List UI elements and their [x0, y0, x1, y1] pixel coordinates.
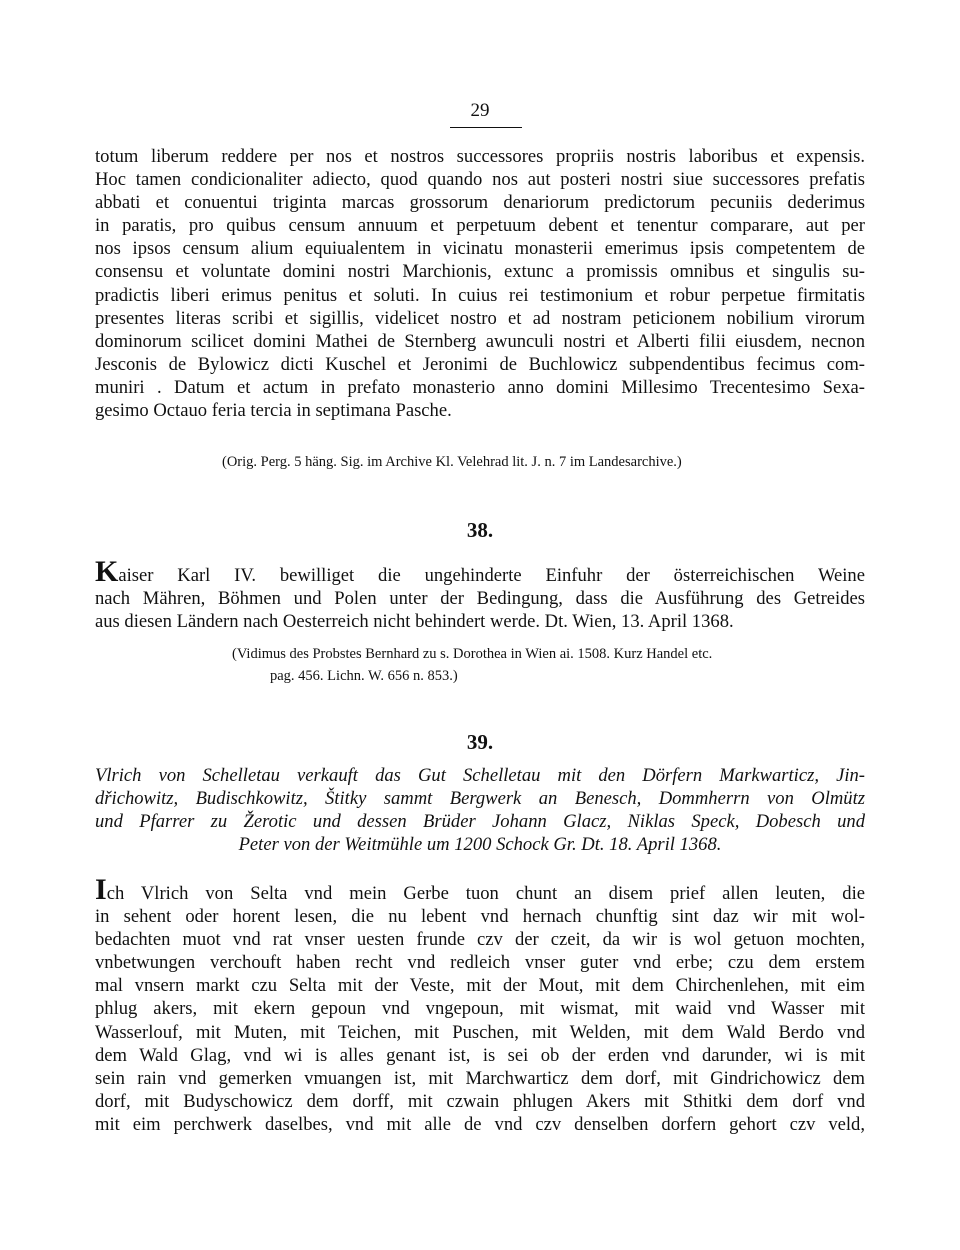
- text-line-body: ch Vlrich von Selta vnd mein Gerbe tuon chunt an disem prief allen leuten, die: [106, 883, 865, 904]
- text-line: in paratis, pro quibus censum annuum et perpetuum debent et tenentur comparare, aut per: [95, 215, 865, 237]
- text-line: in sehent oder horent lesen, die nu lebent vnd hernach chunftig sint daz wir mit wol-: [95, 906, 865, 928]
- text-line: aus diesen Ländern nach Oesterreich nicht behindert werde. Dt. Wien, 13. April 1368.: [95, 611, 734, 633]
- doc38-source-note-line2: pag. 456. Lichn. W. 656 n. 853.): [270, 668, 458, 684]
- doc37-source-note: (Orig. Perg. 5 häng. Sig. im Archive Kl. Velehrad lit. J. n. 7 im Landesarchive.): [222, 454, 682, 470]
- drop-initial: K: [95, 555, 119, 588]
- text-line: bedachten muot vnd rat vnser uesten frunde czv der czeit, da wir is wol getuon mochten,: [95, 929, 865, 951]
- doc38-regest: [95, 555, 865, 633]
- page-number: 29: [470, 100, 490, 121]
- text-line: dorf, mit Budyschowicz dem dorff, mit czwain phlugen Akers mit Sthitki dem dorf vnd: [95, 1090, 865, 1112]
- text-line: consensu et voluntate domini nostri Marchionis, extunc a promissis omnibus et singulis su-: [95, 261, 865, 283]
- doc39-regest: [95, 764, 865, 856]
- text-line: Peter von der Weitmühle um 1200 Schock Gr. Dt. 18. April 1368.: [238, 834, 722, 856]
- text-line: phlug akers, mit ekern gepoun vnd vngepoun, mit wismat, mit waid vnd Wasser mit: [95, 998, 865, 1020]
- text-line: und Pfarrer zu Žerotic und dessen Brüder Johann Glacz, Niklas Speck, Dobesch und: [95, 811, 865, 833]
- text-line: gesimo Octauo feria tercia in septimana Pasche.: [95, 400, 452, 422]
- doc38-source-note-line1: (Vidimus des Probstes Bernhard zu s. Dorothea in Wien ai. 1508. Kurz Handel etc.: [232, 646, 713, 662]
- page-number-rule: [450, 127, 522, 128]
- text-line: abbati et conuentui triginta marcas grossorum denariorum predictorum pecuniis dederimus: [95, 192, 865, 214]
- text-line: totum liberum reddere per nos et nostros successores propriis nostris laboribus et expensis.: [95, 146, 865, 167]
- text-line: Hoc tamen condicionaliter adiecto, quod quando nos aut posteri nostri siue successores prefatis: [95, 169, 865, 191]
- regest-line-text: aiser Karl IV. bewilliget die ungehinderte Einfuhr der österreichischen Weine: [118, 565, 865, 586]
- text-line: sein rain vnd gemerken vmuangen ist, mit Marchwarticz dem dorf, mit Gindrichowicz dem: [95, 1067, 865, 1089]
- text-line: dominorum scilicet domini Mathei de Sternberg awunculi nostri et Alberti filii eiusdem, necnon: [95, 330, 865, 352]
- text-line: Wasserlouf, mit Muten, mit Teichen, mit Puschen, mit Welden, mit dem Wald Berdo vnd: [95, 1021, 865, 1043]
- text-line: Vlrich von Schelletau verkauft das Gut Schelletau mit den Dörfern Markwarticz, Jin-: [95, 765, 865, 786]
- text-line: [95, 873, 865, 906]
- text-line: pradictis liberi erimus penitus et soluti. In cuius rei testimonium et robur perpetue firmitatis: [95, 284, 865, 306]
- text-line: nos ipsos censum alium equiualentem in vicinatu monasterii emerimus ipsis competentem de: [95, 238, 865, 260]
- text-line: [95, 555, 865, 588]
- text-line: muniri . Datum et actum in prefato monasterio anno domini Millesimo Trecentesimo Sexa-: [95, 376, 865, 398]
- text-line: dem Wald Glag, vnd wi is alles genant ist, is sei ob der erden vnd darunder, wi is mit: [95, 1044, 865, 1066]
- text-line: mal vnsern markt czu Selta mit der Veste, mit der Mout, mit dem Chirchenlehen, mit eim: [95, 975, 865, 997]
- text-line: vnbetwungen verchouft haben recht vnd redleich vnser guter vnd erbe; czu dem erstem: [95, 952, 865, 974]
- text-line: nach Mähren, Böhmen und Polen unter der Bedingung, dass die Ausführung des Getreides: [95, 588, 865, 610]
- text-line: presentes literas scribi et sigillis, videlicet nostro et ad nostram peticionem nobilium virorum: [95, 307, 865, 329]
- doc39-number: 39.: [466, 730, 494, 754]
- doc38-number: 38.: [466, 518, 494, 542]
- text-line: dřichowitz, Budischkowitz, Štitky sammt Bergwerk an Benesch, Dommherrn von Olmütz: [95, 788, 865, 810]
- doc39-text: [95, 873, 865, 1136]
- text-line: Jesconis de Bylowicz dicti Kuschel et Jeronimi de Buchlowicz subpendentibus fecimus com-: [95, 353, 865, 375]
- doc37-text: [95, 145, 865, 422]
- text-line: mit eim perchwerk daselbes, vnd mit alle de vnd czv denselben dorfern gehort czv veld,: [95, 1113, 865, 1135]
- drop-initial: I: [95, 873, 107, 906]
